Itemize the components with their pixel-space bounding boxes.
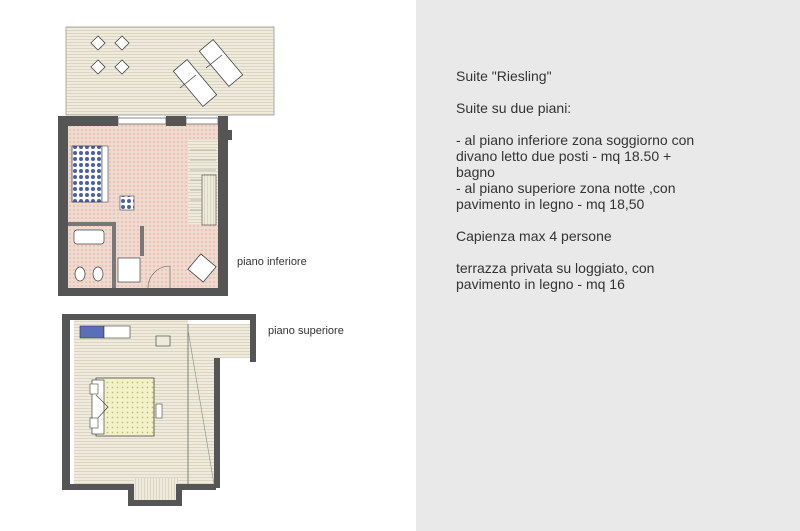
description-line: - al piano inferiore zona soggiorno con: [456, 132, 695, 148]
suite-terrace: [456, 260, 796, 292]
terrace-line: terrazza privata su loggiato, con: [456, 260, 655, 276]
suite-title: Suite "Riesling": [456, 68, 552, 84]
description-line: bagno: [456, 164, 495, 180]
label-piano-superiore: piano superiore: [268, 325, 344, 337]
suite-floors-description: [456, 132, 796, 212]
label-piano-inferiore: piano inferiore: [237, 256, 307, 268]
suite-description: [456, 68, 796, 308]
suite-subtitle: Suite su due piani:: [456, 100, 572, 116]
info-panel: [416, 0, 800, 531]
description-line: - al piano superiore zona notte ,con: [456, 180, 676, 196]
description-line: pavimento in legno - mq 18,50: [456, 196, 645, 212]
terrace: [66, 27, 274, 115]
terrace-line: pavimento in legno - mq 16: [456, 276, 625, 292]
suite-capacity: Capienza max 4 persone: [456, 228, 612, 244]
upper-floor: [62, 314, 256, 506]
lower-floor: [58, 116, 232, 296]
description-line: divano letto due posti - mq 18.50 +: [456, 148, 672, 164]
